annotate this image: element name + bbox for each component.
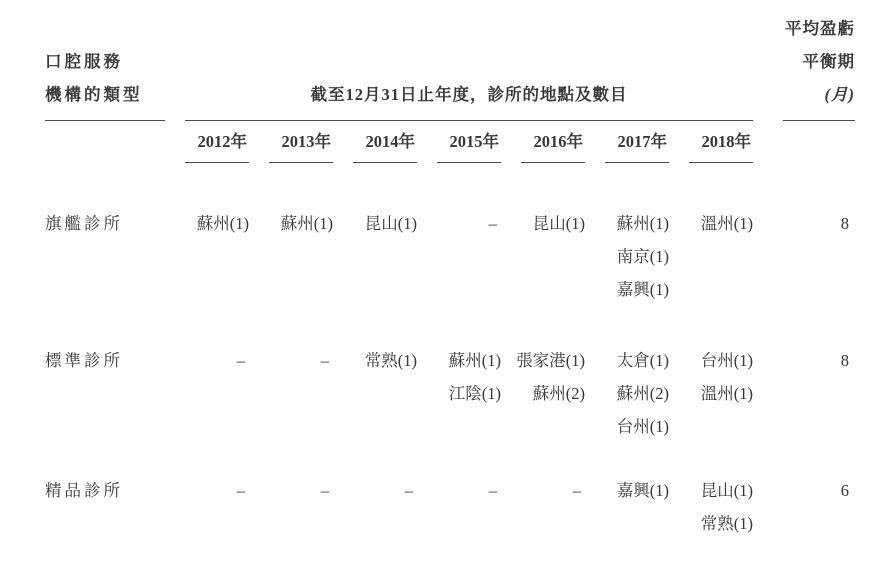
cell-standard-2017: 太倉(1) 蘇州(2) 台州(1) bbox=[616, 351, 669, 436]
year-header-2012: 2012年 bbox=[185, 125, 249, 163]
cell-boutique-2017: 嘉興(1) bbox=[616, 481, 669, 500]
cell-boutique-2014: – bbox=[404, 481, 413, 500]
cell-boutique-2018: 昆山(1) 常熟(1) bbox=[700, 481, 753, 533]
cell-standard-breakeven: 8 bbox=[840, 351, 849, 370]
row-label-flagship: 旗艦診所 bbox=[45, 214, 123, 233]
cell-standard-2012: – bbox=[236, 351, 245, 370]
row-type-header-line2: 機構的類型 bbox=[45, 85, 143, 104]
year-header-2016: 2016年 bbox=[521, 125, 585, 163]
cell-standard-2016: 張家港(1) 蘇州(2) bbox=[516, 351, 585, 403]
table-row-standard bbox=[45, 344, 855, 443]
row-label-standard: 標準診所 bbox=[45, 351, 123, 370]
year-header-2015: 2015年 bbox=[437, 125, 501, 163]
cell-boutique-2012: – bbox=[236, 481, 245, 500]
table-row-flagship bbox=[45, 207, 855, 306]
cell-flagship-2017: 蘇州(1) 南京(1) 嘉興(1) bbox=[616, 214, 669, 299]
row-type-header bbox=[45, 12, 165, 121]
breakeven-header bbox=[783, 12, 855, 121]
year-header-2018: 2018年 bbox=[689, 125, 753, 163]
cell-flagship-2016: 昆山(1) bbox=[532, 214, 585, 233]
year-header-2013-cell bbox=[249, 119, 333, 163]
year-header-2016-cell bbox=[501, 119, 585, 163]
breakeven-header-cell bbox=[753, 12, 855, 121]
year-header-end-spacer bbox=[753, 119, 855, 163]
row-label-boutique: 精品診所 bbox=[45, 481, 123, 500]
year-header-2015-cell bbox=[417, 119, 501, 163]
cell-boutique-breakeven: 6 bbox=[840, 481, 849, 500]
span-header: 截至12月31日止年度，診所的地點及數目 bbox=[185, 78, 753, 121]
breakeven-header-line2: 平衡期 bbox=[802, 52, 855, 71]
year-header-2014-cell bbox=[333, 119, 417, 163]
year-header-2014: 2014年 bbox=[353, 125, 417, 163]
clinic-locations-table bbox=[45, 12, 855, 540]
year-header-2012-cell bbox=[165, 119, 249, 163]
cell-standard-2014: 常熟(1) bbox=[364, 351, 417, 370]
breakeven-header-line1: 平均盈虧 bbox=[785, 19, 855, 38]
year-header-2013: 2013年 bbox=[269, 125, 333, 163]
table-row-boutique bbox=[45, 474, 855, 540]
year-header-2017-cell bbox=[585, 119, 669, 163]
cell-flagship-2015: – bbox=[488, 214, 497, 233]
row-type-header-line1: 口腔服務 bbox=[45, 52, 123, 71]
cell-boutique-2016: – bbox=[572, 481, 581, 500]
span-header-cell bbox=[165, 12, 753, 121]
cell-flagship-2013: 蘇州(1) bbox=[280, 214, 333, 233]
cell-boutique-2013: – bbox=[320, 481, 329, 500]
cell-flagship-2014: 昆山(1) bbox=[364, 214, 417, 233]
cell-flagship-2012: 蘇州(1) bbox=[196, 214, 249, 233]
cell-flagship-2018: 溫州(1) bbox=[700, 214, 753, 233]
table-header-band bbox=[45, 12, 855, 119]
year-header-2017: 2017年 bbox=[605, 125, 669, 163]
cell-boutique-2015: – bbox=[488, 481, 497, 500]
cell-flagship-breakeven: 8 bbox=[840, 214, 849, 233]
cell-standard-2015: 蘇州(1) 江陰(1) bbox=[448, 351, 501, 403]
year-header-row bbox=[45, 119, 855, 163]
cell-standard-2018: 台州(1) 溫州(1) bbox=[700, 351, 753, 403]
cell-standard-2013: – bbox=[320, 351, 329, 370]
breakeven-header-unit: (月) bbox=[824, 85, 855, 104]
year-header-spacer bbox=[45, 119, 165, 163]
year-header-2018-cell bbox=[669, 119, 753, 163]
